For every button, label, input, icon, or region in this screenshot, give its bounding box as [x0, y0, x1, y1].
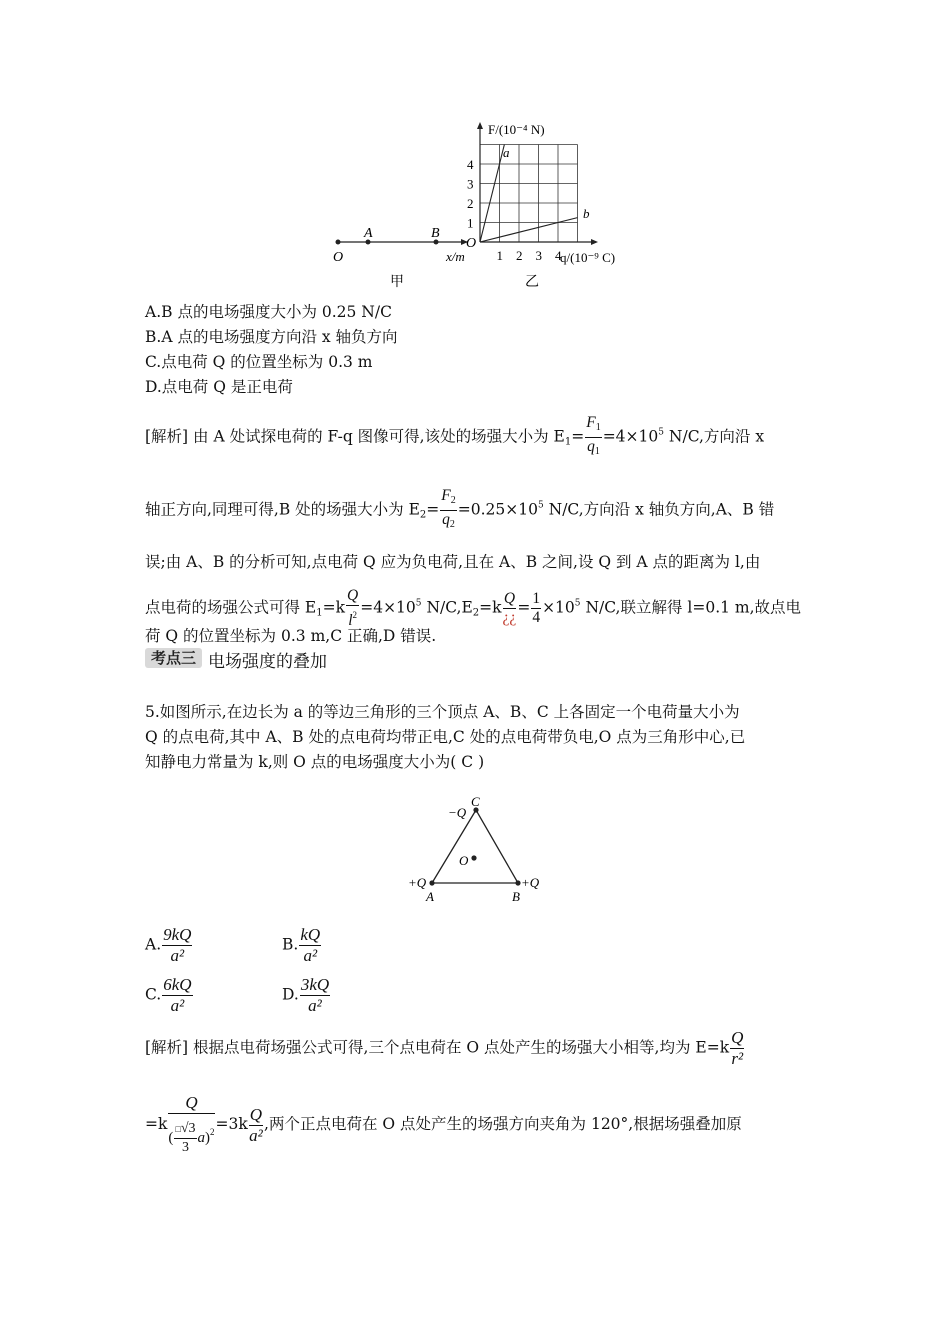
center-o [471, 855, 476, 860]
y-tick-label: 3 [467, 176, 474, 192]
x-tick-label: 4 [555, 248, 562, 263]
q4-analysis-line2: 轴正方向,同理可得,B 处的场强大小为 $E_2=$ $\frac{F_2}{q_2}$ $=0.25\times 10^5$ N/C,方向沿 x 轴负方向,A、B 错 [145, 487, 774, 534]
label-a-vertex: A [426, 889, 434, 904]
origin-label: O [466, 236, 477, 251]
charge-b: +Q [521, 875, 540, 890]
q4-analysis-line5: 荷 Q 的位置坐标为 0.3 m,C 正确,D 错误. [145, 627, 437, 645]
grid [480, 145, 578, 243]
q4-option-d: D.点电荷 Q 是正电荷 [145, 378, 293, 396]
q4-option-b: B.A 点的电场强度方向沿 x 轴负方向 [145, 328, 398, 346]
label-o: O [333, 250, 344, 265]
section-badge: 考点三 [145, 648, 202, 668]
label-c: C [471, 794, 480, 809]
f-axis-arrow [477, 122, 483, 129]
caption-jia: 甲 [390, 275, 404, 290]
y-tick-label: 1 [467, 215, 474, 231]
fraction-f1-q1: $\frac{F_1}{q_1}$ [586, 414, 601, 457]
figure-1 [320, 118, 640, 293]
label-a: A [364, 226, 373, 241]
fraction-q-garbled: $\frac{Q}{¿¿}$ [502, 590, 517, 626]
section-title: 电场强度的叠加 [208, 652, 327, 672]
q5-line1: 5.如图所示,在边长为 a 的等边三角形的三个顶点 A、B、C 上各固定一个电荷量大小为 [145, 703, 740, 721]
q5-analysis-line2: =k Q ( $\frac{□√3}{3}$ a)$^2$ =3k $\frac{Q}{\text{a²}}$ ,两个正点电荷在 O 点处产生的场强方向夹角为 120°,根据场强叠加原 [145, 1093, 742, 1156]
fraction-q-a2: $\frac{Q}{\text{a²}}$ [249, 1104, 263, 1145]
q5-line2: Q 的点电荷,其中 A、B 处的点电荷均带正电,C 处的点电荷带负电,O 点为三角形中心,已 [145, 728, 746, 746]
vertex-a [429, 880, 434, 885]
x-axis-label: q/(10⁻⁹ C) [560, 250, 616, 265]
fraction-q-r2: $\frac{Q}{\text{r²}}$ [731, 1028, 744, 1068]
line-b-label: b [583, 206, 590, 221]
vertex-b [515, 880, 520, 885]
fraction-f2-q2: $\frac{F_2}{q_2}$ [441, 487, 456, 530]
triangle [432, 810, 518, 883]
q4-analysis-line4: 点电荷的场强公式可得 $E_1=k$ $\frac{Q}{l^2}$ $=4\times 10^5$ $N/C,E_2=k$ $\frac{Q}{¿¿}$ = $\frac{1}{4}$ $\times 10^5$ N/C,联立解得 l=0.1 m,故点电 [145, 587, 802, 629]
q5-option-a: A. $\frac{9kQ}{\text{a²}}$ [145, 925, 192, 965]
charge-c: −Q [448, 805, 467, 820]
label-b: B [431, 226, 440, 241]
point-o [336, 240, 341, 245]
q5-line3: 知静电力常量为 k,则 O 点的电场强度大小为( C ) [145, 753, 485, 771]
fraction-q-l2: $\frac{Q}{l^2}$ [347, 587, 359, 629]
fraction-complex: Q ( $\frac{□√3}{3}$ a)$^2$ [168, 1093, 215, 1156]
label-x: x/m [446, 249, 465, 264]
figure-2-triangle [400, 790, 560, 910]
fraction-one-fourth: $\frac{1}{4}$ [532, 590, 541, 626]
q4-option-a: A.B 点的电场强度大小为 0.25 N/C [145, 303, 392, 321]
x-ticks [497, 248, 563, 263]
q4-analysis-line3: 误;由 A、B 的分析可知,点电荷 Q 应为负电荷,且在 A、B 之间,设 Q 到 A 点的距离为 l,由 [145, 553, 761, 571]
q5-option-d: D. $\frac{3kQ}{\text{a²}}$ [282, 975, 330, 1015]
line-a-label: a [503, 145, 510, 160]
y-ticks [467, 157, 474, 231]
x-tick-label: 1 [496, 248, 503, 263]
q4-analysis-line1: [解析] 由 A 处试探电荷的 F-q 图像可得,该处的场强大小为 $E_1=$ $\frac{F_1}{q_1}$ $=4\times 10^5$ N/C,方向沿 x [145, 414, 764, 461]
q4-option-c: C.点电荷 Q 的位置坐标为 0.3 m [145, 353, 373, 371]
charge-a: +Q [408, 875, 427, 890]
y-tick-label: 2 [467, 196, 474, 211]
q5-option-c: C. $\frac{6kQ}{\text{a²}}$ [145, 975, 192, 1015]
y-axis-label: F/(10⁻⁴ N) [488, 122, 545, 137]
q5-option-b: B. $\frac{kQ}{\text{a²}}$ [282, 925, 321, 965]
analysis-tag: [解析] [145, 427, 189, 446]
x-tick-label: 2 [516, 248, 523, 263]
q-axis-arrow [591, 239, 598, 245]
x-tick-label: 3 [535, 248, 542, 263]
q5-analysis-line1: [解析] 根据点电荷场强公式可得,三个点电荷在 O 点处产生的场强大小相等,均为 E=k $\frac{Q}{\text{r²}}$ [145, 1028, 744, 1068]
y-tick-label: 4 [467, 157, 474, 172]
caption-yi: 乙 [525, 275, 539, 290]
line-a [480, 145, 504, 243]
line-b [480, 218, 578, 242]
label-b-vertex: B [512, 889, 520, 904]
label-o-center: O [459, 853, 469, 868]
